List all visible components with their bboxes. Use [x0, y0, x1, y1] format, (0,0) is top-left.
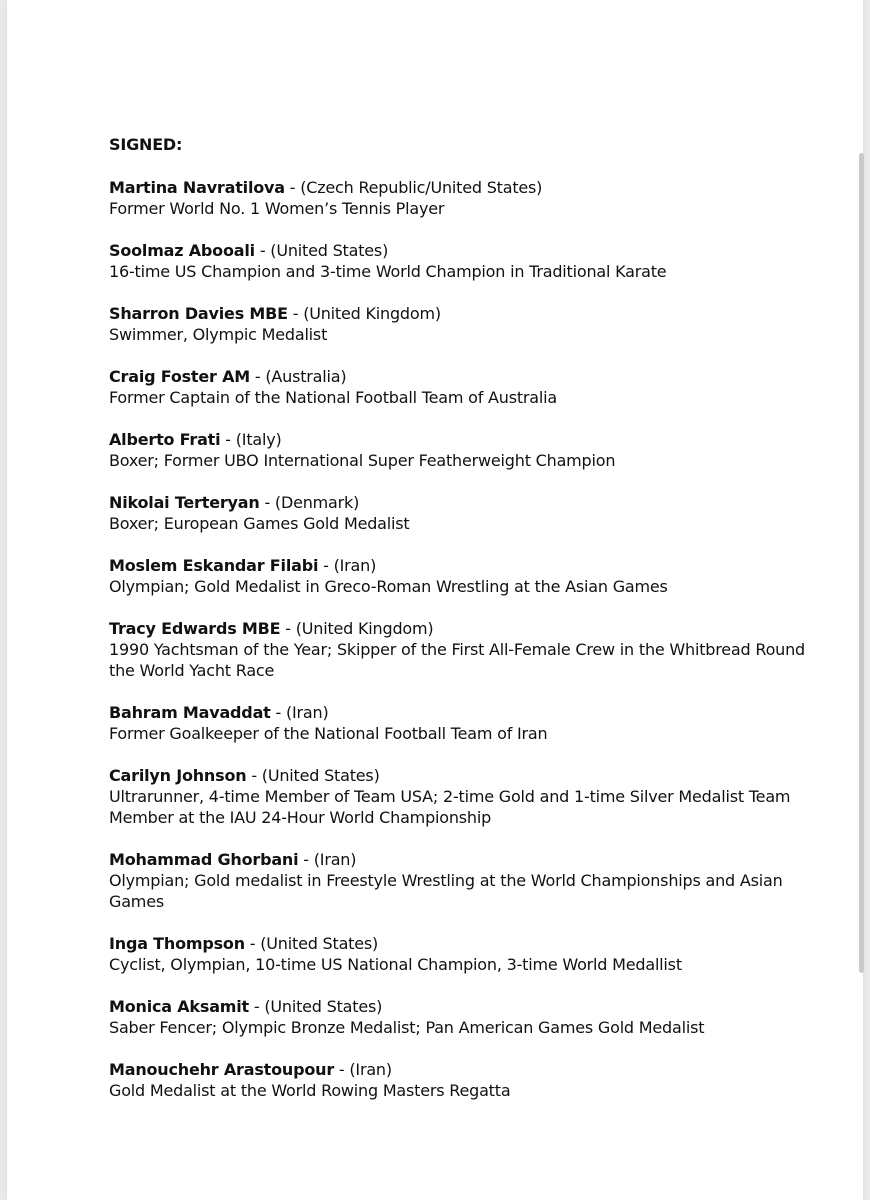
signatory-name: Inga Thompson	[109, 934, 245, 953]
signatory-header-line	[109, 933, 809, 954]
signatory-header-line	[109, 702, 809, 723]
signatory-header-line	[109, 996, 809, 1017]
signatory-name: Bahram Mavaddat	[109, 703, 271, 722]
signatory-country: - (Iran)	[298, 850, 357, 869]
signatory-name: Soolmaz Abooali	[109, 241, 255, 260]
signatory-description: Former Goalkeeper of the National Football Team of Iran	[109, 724, 548, 743]
signatory-header-line	[109, 1059, 809, 1080]
signatory-name: Manouchehr Arastoupour	[109, 1060, 335, 1079]
signatory-country: - (Australia)	[250, 367, 347, 386]
signatory-entry	[109, 702, 809, 744]
signatory-header-line	[109, 303, 809, 324]
signatory-description: Cyclist, Olympian, 10-time US National Champion, 3-time World Medallist	[109, 955, 682, 974]
signatory-list	[109, 177, 809, 1101]
signatory-country: - (Denmark)	[259, 493, 360, 512]
signatory-description: Swimmer, Olympic Medalist	[109, 325, 328, 344]
document-page	[7, 0, 863, 1200]
signatory-country: - (United States)	[244, 934, 379, 953]
signatory-country: - (Czech Republic/United States)	[284, 178, 543, 197]
signatory-country: - (United States)	[249, 997, 383, 1016]
signatory-country: - (United States)	[254, 241, 389, 260]
signatory-entry	[109, 933, 809, 975]
signatory-name: Martina Navratilova	[109, 178, 285, 197]
signatory-entry	[109, 366, 809, 408]
signatory-header-line	[109, 240, 809, 261]
signatory-description: Ultrarunner, 4-time Member of Team USA; 2-time Gold and 1-time Silver Medalist Team Member at the IAU 24-Hour World Championship	[109, 787, 791, 827]
signatory-country: - (Iran)	[270, 703, 329, 722]
signatory-entry	[109, 492, 809, 534]
signatory-header-line	[109, 492, 809, 513]
signatory-country: - (Iran)	[334, 1060, 392, 1079]
signatory-name: Moslem Eskandar Filabi	[109, 556, 319, 575]
signatory-description: Olympian; Gold medalist in Freestyle Wrestling at the World Championships and Asian Games	[109, 871, 783, 911]
signatory-name: Tracy Edwards MBE	[109, 619, 281, 638]
signatory-description: Boxer; Former UBO International Super Featherweight Champion	[109, 451, 616, 470]
signatory-entry	[109, 1059, 809, 1101]
signatory-entry	[109, 429, 809, 471]
signatory-header-line	[109, 849, 809, 870]
signatory-country: - (United Kingdom)	[280, 619, 434, 638]
signatory-name: Carilyn Johnson	[109, 766, 247, 785]
signatory-description: Saber Fencer; Olympic Bronze Medalist; Pan American Games Gold Medalist	[109, 1018, 705, 1037]
signatory-entry	[109, 303, 809, 345]
signatory-description: Olympian; Gold Medalist in Greco-Roman Wrestling at the Asian Games	[109, 577, 668, 596]
signatory-description: 16-time US Champion and 3-time World Champion in Traditional Karate	[109, 262, 667, 281]
signed-heading: SIGNED:	[109, 135, 183, 154]
signatory-country: - (Italy)	[220, 430, 282, 449]
signatory-name: Monica Aksamit	[109, 997, 249, 1016]
signatory-description: Former Captain of the National Football Team of Australia	[109, 388, 557, 407]
signatory-description: 1990 Yachtsman of the Year; Skipper of the First All-Female Crew in the Whitbread Round the World Yacht Race	[109, 640, 805, 680]
signatory-header-line	[109, 555, 809, 576]
signatory-name: Craig Foster AM	[109, 367, 251, 386]
signatory-country: - (United Kingdom)	[287, 304, 441, 323]
signatory-name: Sharron Davies MBE	[109, 304, 288, 323]
signatory-description: Former World No. 1 Women’s Tennis Player	[109, 199, 445, 218]
signatory-country: - (Iran)	[318, 556, 377, 575]
signatory-header-line	[109, 618, 809, 639]
signatory-entry	[109, 618, 809, 681]
signatory-country: - (United States)	[246, 766, 380, 785]
signatory-entry	[109, 996, 809, 1038]
signatories-section	[109, 134, 809, 1122]
signatory-entry	[109, 849, 809, 912]
signatory-header-line	[109, 429, 809, 450]
signatory-entry	[109, 240, 809, 282]
signatory-entry	[109, 177, 809, 219]
scrollbar-thumb[interactable]	[859, 153, 864, 973]
signatory-entry	[109, 555, 809, 597]
signatory-header-line	[109, 177, 809, 198]
signatory-name: Nikolai Terteryan	[109, 493, 260, 512]
signatory-description: Gold Medalist at the World Rowing Masters Regatta	[109, 1081, 511, 1100]
signatory-name: Mohammad Ghorbani	[109, 850, 299, 869]
signatory-header-line	[109, 366, 809, 387]
signatory-header-line	[109, 765, 809, 786]
signatory-description: Boxer; European Games Gold Medalist	[109, 514, 410, 533]
signatory-name: Alberto Frati	[109, 430, 221, 449]
signatory-entry	[109, 765, 809, 828]
